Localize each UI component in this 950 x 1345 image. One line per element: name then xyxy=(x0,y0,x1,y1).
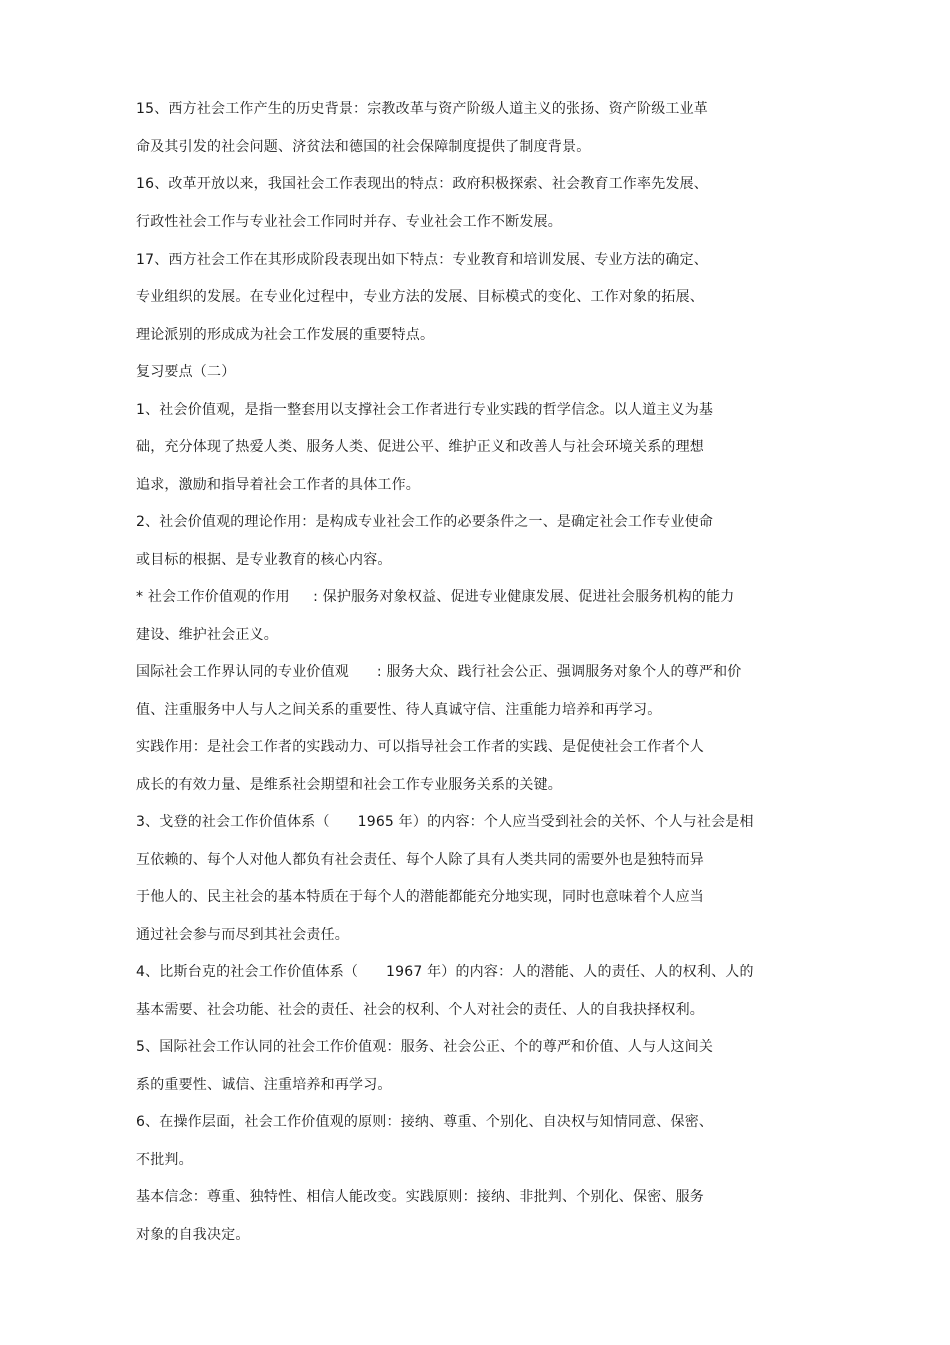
text-line: 国际社会工作界认同的专业价值观 : 服务大众、践行社会公正、强调服务对象个人的尊严和价 xyxy=(136,664,742,680)
text-line: 值、注重服务中人与人之间关系的重要性、待人真诚守信、注重能力培养和再学习。 xyxy=(136,702,662,718)
text-line: 5、国际社会工作认同的社会工作价值观：服务、社会公正、个的尊严和价值、人与人这间关 xyxy=(136,1039,714,1055)
text-line: 命及其引发的社会问题、济贫法和德国的社会保障制度提供了制度背景。 xyxy=(136,139,591,155)
text-line: 础，充分体现了热爱人类、服务人类、促进公平、维护正义和改善人与社会环境关系的理想 xyxy=(136,439,704,455)
text-line: 于他人的、民主社会的基本特质在于每个人的潜能都能充分地实现，同时也意味着个人应当 xyxy=(136,889,704,905)
text-line: 15、西方社会工作产生的历史背景：宗教改革与资产阶级人道主义的张扬、资产阶级工业革 xyxy=(136,101,709,117)
text-line: 成长的有效力量、是维系社会期望和社会工作专业服务关系的关键。 xyxy=(136,777,562,793)
text-line: 6、在操作层面，社会工作价值观的原则：接纳、尊重、个别化、自决权与知情同意、保密、 xyxy=(136,1114,714,1130)
text-line: * 社会工作价值观的作用 : 保护服务对象权益、促进专业健康发展、促进社会服务机构的能力 xyxy=(136,589,735,605)
text-line: 实践作用：是社会工作者的实践动力、可以指导社会工作者的实践、是促使社会工作者个人 xyxy=(136,739,704,755)
text-line: 17、西方社会工作在其形成阶段表现出如下特点：专业教育和培训发展、专业方法的确定、 xyxy=(136,252,709,268)
text-line: 不批判。 xyxy=(136,1152,193,1168)
text-line: 通过社会参与而尽到其社会责任。 xyxy=(136,927,349,943)
text-line: 行政性社会工作与专业社会工作同时并存、专业社会工作不断发展。 xyxy=(136,214,562,230)
text-line: 1、社会价值观，是指一整套用以支撑社会工作者进行专业实践的哲学信念。以人道主义为基 xyxy=(136,402,714,418)
text-line: 3、戈登的社会工作价值体系（ 1965 年）的内容：个人应当受到社会的关怀、个人与社会是相 xyxy=(136,814,754,830)
text-line: 2、社会价值观的理论作用：是构成专业社会工作的必要条件之一、是确定社会工作专业使命 xyxy=(136,514,714,530)
text-line: 系的重要性、诚信、注重培养和再学习。 xyxy=(136,1077,392,1093)
text-line: 基本需要、社会功能、社会的责任、社会的权利、个人对社会的责任、人的自我抉择权利。 xyxy=(136,1002,704,1018)
text-line: 建设、维护社会正义。 xyxy=(136,627,278,643)
section-heading: 复习要点（二） xyxy=(136,364,236,380)
text-line: 或目标的根据、是专业教育的核心内容。 xyxy=(136,552,392,568)
text-line: 互依赖的、每个人对他人都负有社会责任、每个人除了具有人类共同的需要外也是独特而异 xyxy=(136,852,704,868)
text-line: 追求，激励和指导着社会工作者的具体工作。 xyxy=(136,477,420,493)
text-line: 对象的自我决定。 xyxy=(136,1227,250,1243)
text-line: 理论派别的形成成为社会工作发展的重要特点。 xyxy=(136,327,435,343)
text-line: 4、比斯台克的社会工作价值体系（ 1967 年）的内容：人的潜能、人的责任、人的权利、人的 xyxy=(136,964,754,980)
text-line: 专业组织的发展。在专业化过程中，专业方法的发展、目标模式的变化、工作对象的拓展、 xyxy=(136,289,704,305)
text-line: 16、改革开放以来，我国社会工作表现出的特点：政府积极探索、社会教育工作率先发展、 xyxy=(136,176,709,192)
text-line: 基本信念：尊重、独特性、相信人能改变。实践原则：接纳、非批判、个别化、保密、服务 xyxy=(136,1189,704,1205)
